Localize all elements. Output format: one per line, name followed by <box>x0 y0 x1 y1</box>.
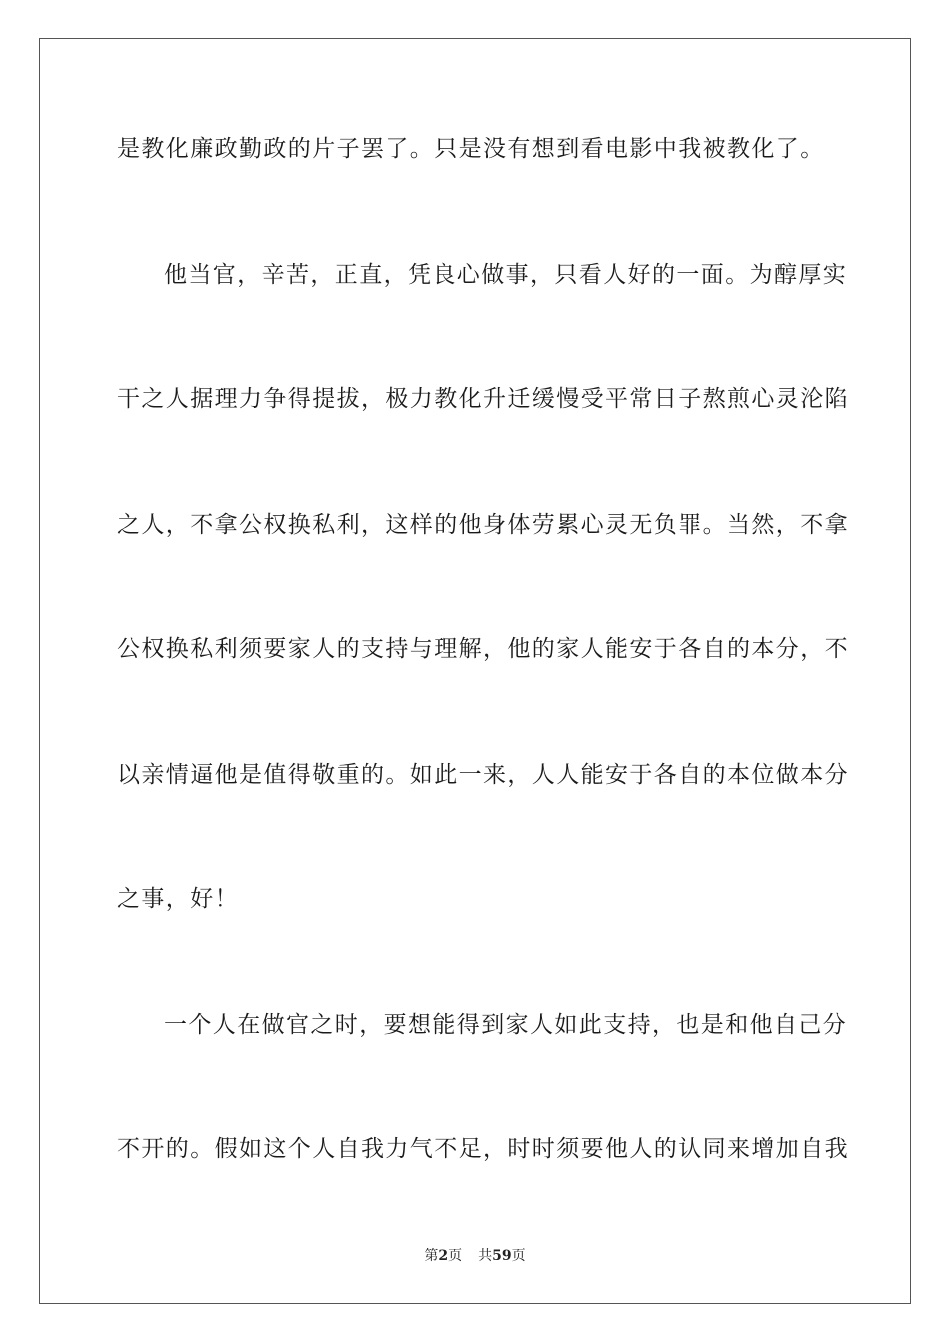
total-prefix: 共 <box>478 1248 493 1264</box>
page-border <box>39 38 911 1304</box>
text-line-6: 以亲情逼他是值得敬重的。如此一来，人人能安于各自的本位做本分 <box>117 762 849 788</box>
page-suffix: 页 <box>448 1248 463 1264</box>
text-line-4: 之人，不拿公权换私利，这样的他身体劳累心灵无负罪。当然，不拿 <box>117 512 849 538</box>
text-line-7: 之事，好！ <box>117 886 239 912</box>
text-line-3: 干之人据理力争得提拔，极力教化升迁缓慢受平常日子熬煎心灵沦陷 <box>117 386 849 412</box>
page-prefix: 第 <box>424 1248 439 1264</box>
text-line-1: 是教化廉政勤政的片子罢了。只是没有想到看电影中我被教化了。 <box>117 136 825 162</box>
text-line-8: 一个人在做官之时，要想能得到家人如此支持，也是和他自己分 <box>164 1012 848 1038</box>
total-pages: 59 <box>492 1248 512 1264</box>
text-line-2: 他当官，辛苦，正直，凭良心做事，只看人好的一面。为醇厚实 <box>164 262 848 288</box>
text-line-9: 不开的。假如这个人自我力气不足，时时须要他人的认同来增加自我 <box>117 1136 849 1162</box>
page-footer <box>0 1246 950 1266</box>
page-number: 2 <box>438 1248 449 1264</box>
text-line-5: 公权换私利须要家人的支持与理解，他的家人能安于各自的本分，不 <box>117 636 849 662</box>
total-suffix: 页 <box>511 1248 526 1264</box>
